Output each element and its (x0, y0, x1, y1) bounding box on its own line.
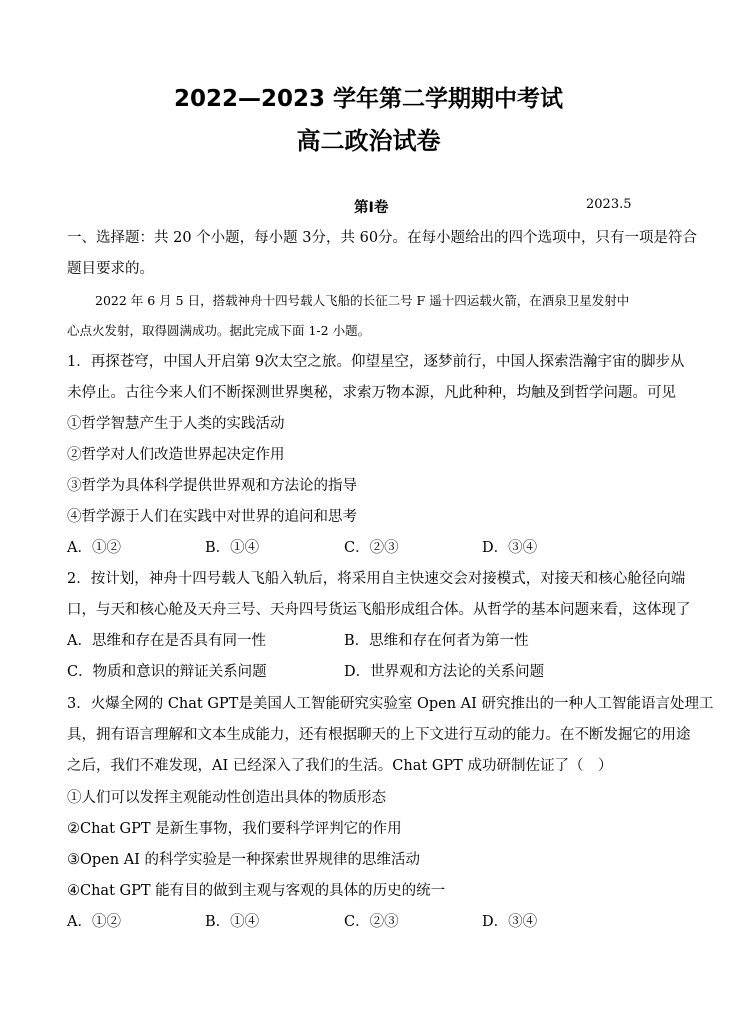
q2-option-b: B．思维和存在何者为第一性 (344, 633, 529, 649)
q3-option-c: C．②③ (344, 914, 399, 930)
q1-option-b: B．①④ (205, 540, 260, 556)
q1-item-2: ②哲学对人们改造世界起决定作用 (67, 447, 285, 463)
q3-stem-line-1: 3．火爆全网的 Chat GPT是美国人工智能研究实验室 Open AI 研究推出的一种人工智能语言处理工 (67, 696, 714, 712)
q3-option-b: B．①④ (205, 914, 260, 930)
exam-date: 2023.5 (586, 197, 632, 212)
q1-option-d: D．③④ (482, 540, 538, 556)
q2-option-c: C．物质和意识的辩证关系问题 (67, 664, 267, 680)
q1-item-4: ④哲学源于人们在实践中对世界的追问和思考 (67, 509, 357, 525)
q3-item-3: ③Open AI 的科学实验是一种探索世界规律的思维活动 (67, 852, 421, 868)
exam-title: 2022—2023 学年第二学期期中考试 (173, 86, 564, 112)
q2-stem-line-1: 2．按计划，神舟十四号载人飞船入轨后，将采用自主快速交会对接模式，对接天和核心舱径向端 (67, 571, 686, 587)
q2-stem-line-2: 口，与天和核心舱及天舟三号、天舟四号货运飞船形成组合体。从哲学的基本问题来看，这体现了 (67, 602, 691, 618)
q2-option-d: D．世界观和方法论的关系问题 (344, 664, 545, 680)
exam-subtitle: 高二政治试卷 (296, 127, 441, 155)
q1-option-a: A．①② (67, 540, 121, 556)
q3-option-a: A．①② (67, 914, 121, 930)
volume-label: 第Ⅰ卷 (354, 200, 389, 216)
q3-stem-line-3: 之后，我们不难发现，AI 已经深入了我们的生活。Chat GPT 成功研制佐证了（ ） (67, 758, 613, 774)
q2-option-a: A．思维和存在是否具有同一性 (67, 633, 266, 649)
q1-item-1: ①哲学智慧产生于人类的实践活动 (67, 416, 285, 432)
q3-item-1: ①人们可以发挥主观能动性创造出具体的物质形态 (67, 790, 386, 806)
q3-stem-line-2: 具，拥有语言理解和文本生成能力，还有根据聊天的上下文进行互动的能力。在不断发掘它的用途 (67, 727, 691, 743)
q3-item-4: ④Chat GPT 能有目的做到主观与客观的具体的历史的统一 (67, 883, 446, 899)
material-line-1: 2022 年 6 月 5 日，搭载神舟十四号载人飞船的长征二号 F 遥十四运载火箭，在酒泉卫星发射中 (95, 293, 630, 308)
q1-stem-line-2: 未停止。古往今来人们不断探测世界奥秘，求索万物本源，凡此种种，均触及到哲学问题。可见 (67, 385, 676, 401)
q3-option-d: D．③④ (482, 914, 538, 930)
q3-item-2: ②Chat GPT 是新生事物，我们要科学评判它的作用 (67, 821, 402, 837)
q1-item-3: ③哲学为具体科学提供世界观和方法论的指导 (67, 478, 357, 494)
q1-stem-line-1: 1．再探苍穹，中国人开启第 9次太空之旅。仰望星空，逐梦前行，中国人探索浩瀚宇宙的脚步从 (67, 354, 685, 370)
q1-option-c: C．②③ (344, 540, 399, 556)
material-line-2: 心点火发射，取得圆满成功。据此完成下面 1-2 小题。 (67, 323, 371, 338)
section-instructions-line-2: 题目要求的。 (67, 261, 154, 277)
section-instructions-line-1: 一、选择题：共 20 个小题，每小题 3分，共 60分。在每小题给出的四个选项中，只有一项是符合 (67, 230, 698, 246)
